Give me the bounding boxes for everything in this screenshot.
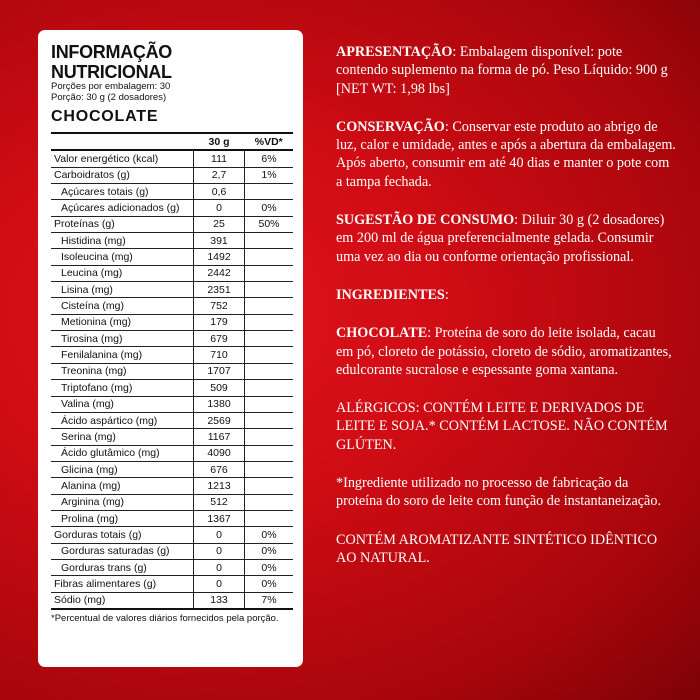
table-row	[51, 396, 293, 412]
nutrient-value: 1707	[194, 363, 245, 379]
table-row	[51, 184, 293, 200]
nutrient-value: 509	[194, 380, 245, 396]
table-row	[51, 510, 293, 526]
nutrient-name: Triptofano (mg)	[51, 380, 194, 396]
nutrient-dv: 6%	[245, 150, 294, 167]
nutrient-name: Valor energético (kcal)	[51, 150, 194, 167]
nutrient-name: Sódio (mg)	[51, 592, 194, 609]
nutrient-dv	[245, 314, 294, 330]
nutrient-name: Leucina (mg)	[51, 265, 194, 281]
nutrition-facts-panel	[38, 30, 303, 667]
suggestion-section	[336, 211, 676, 266]
nutrient-dv	[245, 429, 294, 445]
nutrient-value: 1367	[194, 510, 245, 526]
nutrient-dv	[245, 510, 294, 526]
nutrient-name: Cisteína (mg)	[51, 298, 194, 314]
nutrient-name: Arginina (mg)	[51, 494, 194, 510]
nutrient-name: Gorduras trans (g)	[51, 559, 194, 575]
nutrient-name: Treonina (mg)	[51, 363, 194, 379]
nutrient-dv	[245, 233, 294, 249]
table-row	[51, 461, 293, 477]
nutrient-value: 0	[194, 559, 245, 575]
nutrient-value: 0	[194, 200, 245, 216]
nutrient-value: 1380	[194, 396, 245, 412]
product-info	[336, 43, 676, 587]
nutrient-value: 2569	[194, 412, 245, 428]
nutrient-value: 133	[194, 592, 245, 609]
nutrient-value: 1213	[194, 478, 245, 494]
nutrient-name: Tirosina (mg)	[51, 331, 194, 347]
ingredient-note: *Ingrediente utilizado no processo de fabricação da proteína do soro de leite com função de instantaneização.	[336, 475, 661, 510]
table-row	[51, 314, 293, 330]
nutrient-dv: 0%	[245, 543, 294, 559]
table-row	[51, 200, 293, 216]
nutrient-value: 0	[194, 543, 245, 559]
table-row	[51, 347, 293, 363]
nutrient-value: 2351	[194, 282, 245, 298]
table-row	[51, 298, 293, 314]
nutrient-value: 679	[194, 331, 245, 347]
nutrient-name: Alanina (mg)	[51, 478, 194, 494]
nutrient-name: Carboidratos (g)	[51, 167, 194, 183]
nutrient-name: Isoleucina (mg)	[51, 249, 194, 265]
nutrition-table	[51, 132, 293, 610]
servings-per-pack: Porções por embalagem: 30	[51, 81, 171, 92]
nutrient-dv	[245, 282, 294, 298]
column-header-nutrient	[51, 133, 194, 150]
nutrient-name: Ácido glutâmico (mg)	[51, 445, 194, 461]
nutrient-dv	[245, 478, 294, 494]
nutrient-name: Metionina (mg)	[51, 314, 194, 330]
nutrient-name: Açúcares adicionados (g)	[51, 200, 194, 216]
nutrient-dv	[245, 461, 294, 477]
nutrient-dv: 0%	[245, 200, 294, 216]
table-row	[51, 265, 293, 281]
presentation-heading: APRESENTAÇÃO	[336, 44, 453, 60]
table-row	[51, 559, 293, 575]
nutrient-name: Açúcares totais (g)	[51, 184, 194, 200]
nutrient-value: 391	[194, 233, 245, 249]
nutrient-dv: 1%	[245, 167, 294, 183]
column-header-dv: %VD*	[245, 133, 294, 150]
table-row	[51, 167, 293, 183]
table-row	[51, 249, 293, 265]
nutrient-value: 0,6	[194, 184, 245, 200]
nutrient-value: 512	[194, 494, 245, 510]
allergens-text: ALÉRGICOS: CONTÉM LEITE E DERIVADOS DE LEITE E SOJA.* CONTÉM LACTOSE. NÃO CONTÉM GLÚTEN.	[336, 400, 668, 453]
chocolate-text: : Proteína de soro do leite isolada, cacau em pó, cloreto de potássio, cloreto de sódio, aromatizantes, edulcorante sucralose e espessante goma xantana.	[336, 325, 672, 378]
nutrient-dv	[245, 298, 294, 314]
nutrient-value: 0	[194, 527, 245, 543]
nutrient-value: 0	[194, 576, 245, 592]
nutrient-dv	[245, 445, 294, 461]
table-header	[51, 133, 293, 150]
nutrient-value: 111	[194, 150, 245, 167]
conservation-heading: CONSERVAÇÃO	[336, 118, 445, 135]
nutrient-value: 4090	[194, 445, 245, 461]
nutrient-name: Prolina (mg)	[51, 510, 194, 526]
nutrient-dv: 7%	[245, 592, 294, 609]
table-row	[51, 380, 293, 396]
footnote: *Percentual de valores diários fornecidos pela porção.	[51, 612, 279, 624]
nutrient-dv: 0%	[245, 527, 294, 543]
nutrient-name: Gorduras saturadas (g)	[51, 543, 194, 559]
flavoring-notice: CONTÉM AROMATIZANTE SINTÉTICO IDÊNTICO AO NATURAL.	[336, 531, 658, 566]
nutrient-value: 1492	[194, 249, 245, 265]
table-row	[51, 592, 293, 609]
nutrient-dv: 50%	[245, 216, 294, 232]
nutrient-name: Ácido aspártico (mg)	[51, 412, 194, 428]
nutrient-name: Fenilalanina (mg)	[51, 347, 194, 363]
nutrient-value: 752	[194, 298, 245, 314]
nutrient-value: 2442	[194, 265, 245, 281]
ingredients-text: :	[444, 286, 449, 303]
nutrient-value: 179	[194, 314, 245, 330]
nutrient-name: Gorduras totais (g)	[51, 527, 194, 543]
table-row	[51, 233, 293, 249]
table-row	[51, 576, 293, 592]
table-row	[51, 331, 293, 347]
table-row	[51, 527, 293, 543]
table-row	[51, 445, 293, 461]
nutrient-dv	[245, 249, 294, 265]
serving-size: Porção: 30 g (2 dosadores)	[51, 91, 167, 103]
presentation-section	[336, 43, 676, 98]
chocolate-heading: CHOCOLATE	[336, 325, 428, 342]
ingredients-section	[336, 286, 676, 304]
conservation-section	[336, 118, 676, 191]
table-row	[51, 429, 293, 445]
nutrient-name: Glicina (mg)	[51, 461, 194, 477]
nutrient-dv	[245, 265, 294, 281]
nutrient-name: Serina (mg)	[51, 429, 194, 445]
nutrient-dv	[245, 347, 294, 363]
nutrient-value: 710	[194, 347, 245, 363]
nutrient-name: Fibras alimentares (g)	[51, 576, 194, 592]
nutrient-name: Histidina (mg)	[51, 233, 194, 249]
table-row	[51, 216, 293, 232]
nutrient-dv: 0%	[245, 559, 294, 575]
nutrient-dv	[245, 184, 294, 200]
nutrient-value: 1167	[194, 429, 245, 445]
nutrient-name: Proteínas (g)	[51, 216, 194, 232]
table-row	[51, 363, 293, 379]
column-header-portion: 30 g	[194, 133, 245, 150]
nutrient-dv	[245, 363, 294, 379]
table-row	[51, 412, 293, 428]
nutrient-dv	[245, 396, 294, 412]
nutrient-value: 25	[194, 216, 245, 232]
nutrient-value: 676	[194, 461, 245, 477]
suggestion-heading: SUGESTÃO DE CONSUMO	[336, 212, 515, 229]
nutrient-dv	[245, 412, 294, 428]
table-row	[51, 478, 293, 494]
nutrient-dv	[245, 380, 294, 396]
nutrient-name: Valina (mg)	[51, 396, 194, 412]
table-row	[51, 282, 293, 298]
chocolate-ingredients-section	[336, 324, 676, 379]
ingredients-heading: INGREDIENTES	[336, 286, 445, 303]
nutrient-value: 2,7	[194, 167, 245, 183]
nutrient-dv	[245, 331, 294, 347]
table-row	[51, 150, 293, 167]
nutrient-name: Lisina (mg)	[51, 282, 194, 298]
conservation-text: : Conservar este produto ao abrigo de luz, calor e umidade, antes e após a abertura da embalagem. Após aberto, consumir em até 40 dias e manter o pote com a tampa fechada.	[336, 118, 676, 190]
table-row	[51, 543, 293, 559]
nutrition-title: INFORMAÇÃO NUTRICIONAL	[51, 42, 172, 82]
presentation-text: : Embalagem disponível: pote contendo suplemento na forma de pó. Peso Líquido: 900 g [NET WT: 1,98 lbs]	[336, 44, 668, 97]
table-row	[51, 494, 293, 510]
nutrient-dv: 0%	[245, 576, 294, 592]
flavor-name: CHOCOLATE	[51, 108, 159, 125]
nutrient-dv	[245, 494, 294, 510]
suggestion-text: : Diluir 30 g (2 dosadores) em 200 ml de água preferencialmente gelada. Consumir uma vez ao dia ou conforme orientação profissional.	[336, 212, 665, 265]
